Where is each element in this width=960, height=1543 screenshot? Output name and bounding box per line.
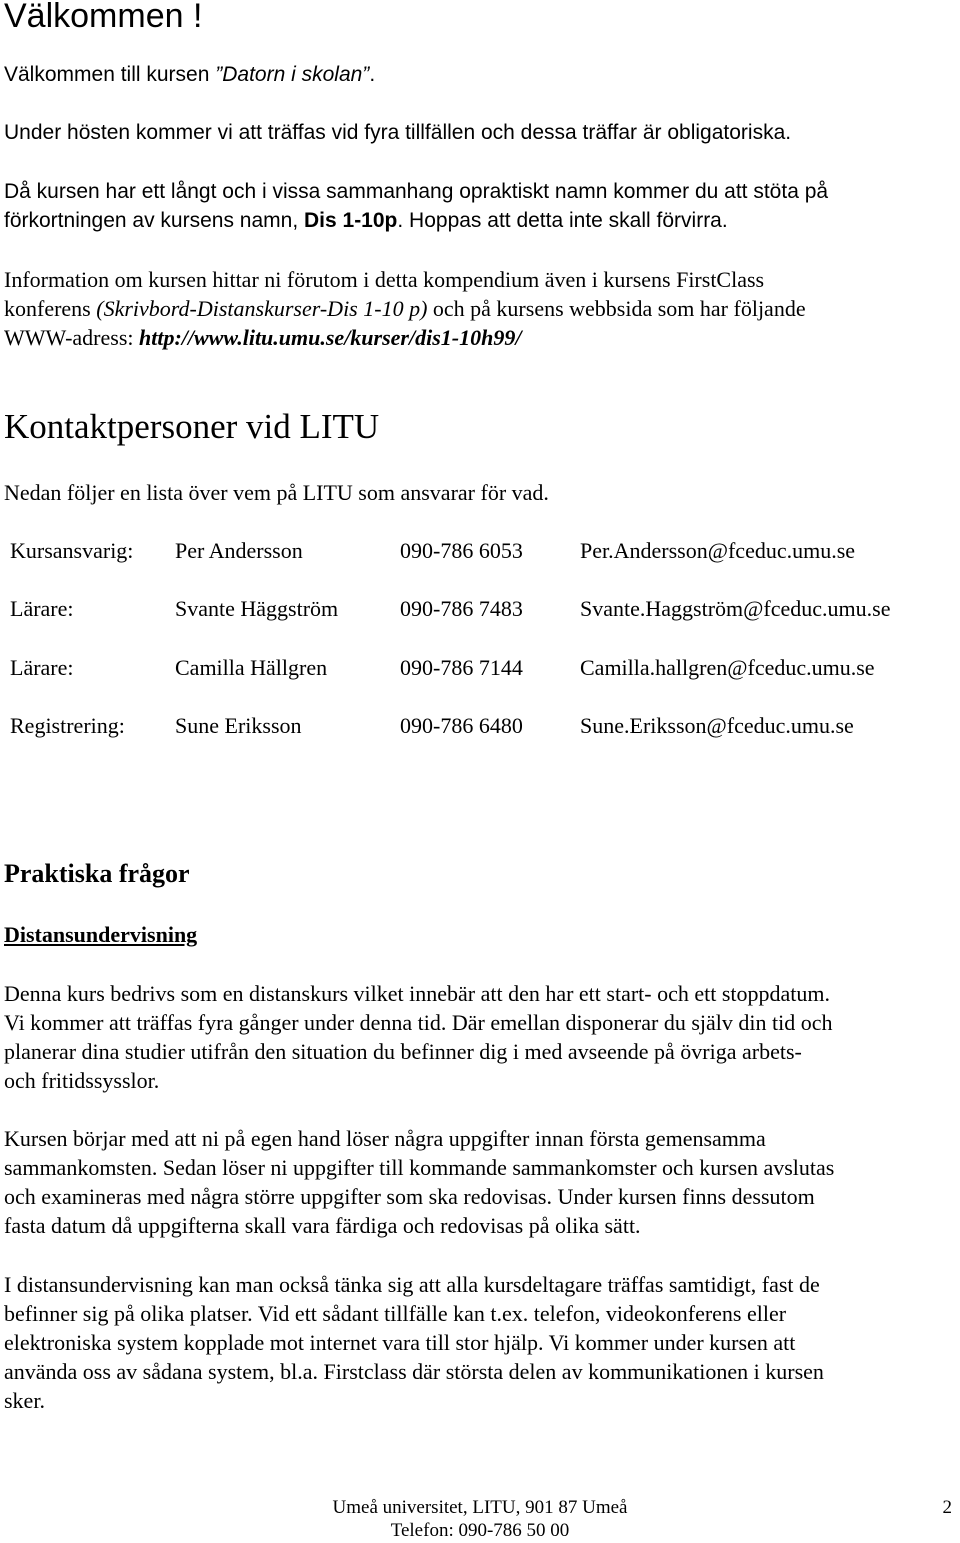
paragraph-line: använda oss av sådana system, bl.a. Firstclass där största delen av kommunikationen i kursen <box>4 1359 824 1384</box>
abbrev-suffix: . Hoppas att detta inte skall förvirra. <box>397 209 728 232</box>
paragraph-line: fasta datum då uppgifterna skall vara färdiga och redovisas på olika sätt. <box>4 1213 641 1238</box>
contact-role: Lärare: <box>10 655 74 680</box>
paragraph-line: elektroniska system kopplade mot internet vara till stor hjälp. Vi kommer under kursen att <box>4 1330 796 1355</box>
contact-email[interactable]: Svante.Haggström@fceduc.umu.se <box>580 596 891 621</box>
welcome-line-abbrev-1: Då kursen har ett långt och i vissa sammanhang opraktiskt namn kommer du att stöta på <box>4 180 829 203</box>
paragraph-line: Vi kommer att träffas fyra gånger under denna tid. Där emellan disponerar du själv din tid och <box>4 1010 833 1035</box>
contact-email[interactable]: Sune.Eriksson@fceduc.umu.se <box>580 713 854 738</box>
contact-name: Camilla Hällgren <box>175 655 328 680</box>
contacts-heading: Kontaktpersoner vid LITU <box>4 407 380 446</box>
info-line-3 <box>4 323 521 352</box>
practical-heading: Praktiska frågor <box>4 859 190 888</box>
paragraph-line: och examineras med några större uppgifter som ska redovisas. Under kursen finns dessutom <box>4 1184 815 1209</box>
contact-phone: 090-786 6053 <box>400 538 523 563</box>
welcome-line-abbrev-2 <box>4 206 728 235</box>
contact-phone: 090-786 7483 <box>400 596 523 621</box>
welcome-line-prefix: Välkommen till kursen <box>4 63 216 86</box>
welcome-line-schedule: Under hösten kommer vi att träffas vid fyra tillfällen och dessa träffar är obligatoriska. <box>4 121 792 144</box>
paragraph-line: befinner sig på olika platser. Vid ett sådant tillfälle kan t.ex. telefon, videokonferens eller <box>4 1301 787 1326</box>
paragraph-line: Kursen börjar med att ni på egen hand löser några uppgifter innan första gemensamma <box>4 1126 766 1151</box>
welcome-title: Välkommen ! <box>4 0 203 35</box>
distance-subheading: Distansundervisning <box>4 922 198 947</box>
paragraph-line: och fritidssysslor. <box>4 1068 160 1093</box>
abbrev-prefix: förkortningen av kursens namn, <box>4 209 304 232</box>
paragraph-line: sammankomsten. Sedan löser ni uppgifter till kommande sammankomster och kursen avslutas <box>4 1155 835 1180</box>
contact-phone: 090-786 6480 <box>400 713 523 738</box>
contact-name: Sune Eriksson <box>175 713 302 738</box>
contact-email[interactable]: Per.Andersson@fceduc.umu.se <box>580 538 856 563</box>
page-number: 2 <box>942 1497 952 1518</box>
info-line-1: Information om kursen hittar ni förutom i detta kompendium även i kursens FirstClass <box>4 267 765 292</box>
firstclass-conference: (Skrivbord-Distanskurser-Dis 1-10 p) <box>96 296 428 321</box>
course-code: Dis 1-10p <box>304 209 398 232</box>
info-line-2 <box>4 294 806 323</box>
paragraph-line: sker. <box>4 1388 45 1413</box>
course-url-link[interactable]: http://www.litu.umu.se/kurser/dis1-10h99/ <box>139 325 522 350</box>
welcome-line-suffix: . <box>369 63 376 86</box>
contact-role: Kursansvarig: <box>10 538 134 563</box>
info-conf-prefix: konferens <box>4 296 97 321</box>
contact-phone: 090-786 7144 <box>400 655 523 680</box>
paragraph-line: I distansundervisning kan man också tänka sig att alla kursdeltagare träffas samtidigt, fast de <box>4 1272 820 1297</box>
course-name: ”Datorn i skolan” <box>215 63 370 86</box>
www-label: WWW-adress: <box>4 325 139 350</box>
contact-role: Lärare: <box>10 596 74 621</box>
contact-role: Registrering: <box>10 713 125 738</box>
welcome-line-course <box>4 60 375 89</box>
contact-email[interactable]: Camilla.hallgren@fceduc.umu.se <box>580 655 875 680</box>
paragraph-line: Denna kurs bedrivs som en distanskurs vilket innebär att den har ett start- och ett stoppdatum. <box>4 981 831 1006</box>
contact-name: Per Andersson <box>175 538 303 563</box>
footer-address: Umeå universitet, LITU, 901 87 Umeå <box>332 1497 628 1518</box>
paragraph-line: planerar dina studier utifrån den situation du befinner dig i med avseende på övriga arbets- <box>4 1039 802 1064</box>
footer-phone: Telefon: 090-786 50 00 <box>390 1520 570 1541</box>
info-conf-suffix: och på kursens webbsida som har följande <box>427 296 806 321</box>
contact-name: Svante Häggström <box>175 596 339 621</box>
contacts-intro: Nedan följer en lista över vem på LITU som ansvarar för vad. <box>4 480 549 505</box>
